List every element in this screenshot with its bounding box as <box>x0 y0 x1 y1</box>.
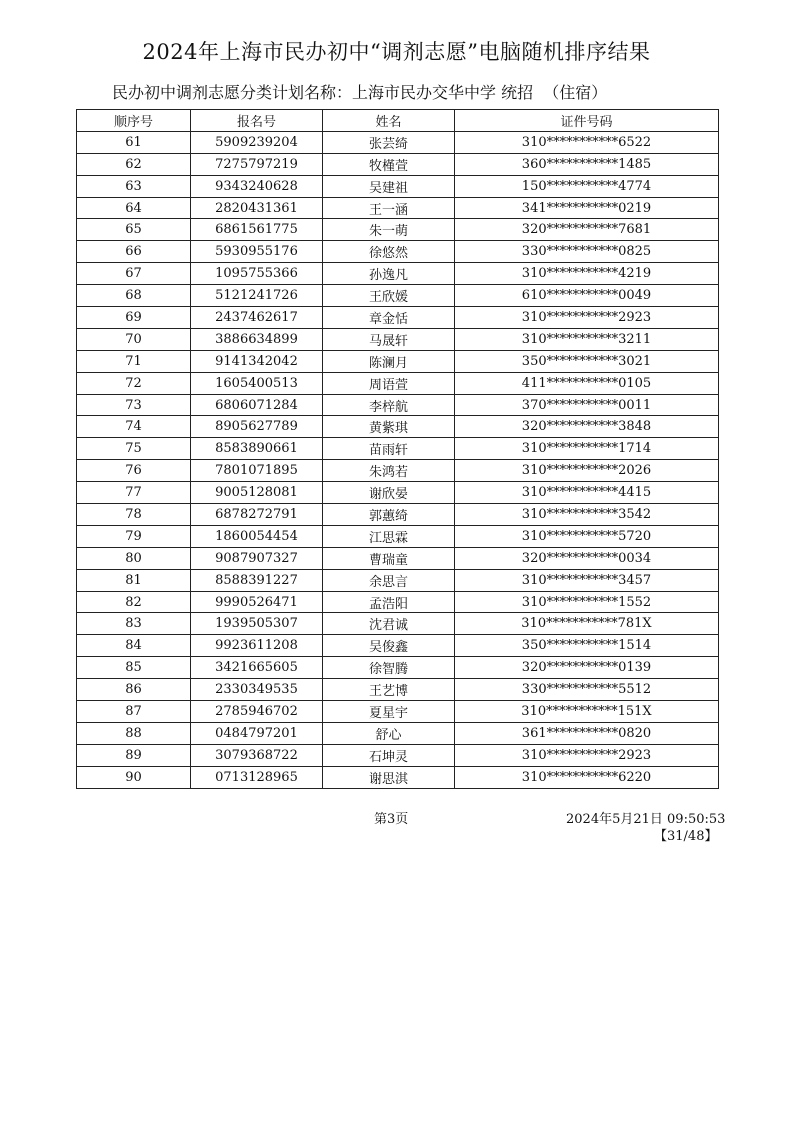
cell-registration: 1095755366 <box>191 263 323 285</box>
cell-name: 王艺博 <box>323 679 455 701</box>
cell-order: 79 <box>77 525 191 547</box>
cell-id-number: 320***********7681 <box>455 219 719 241</box>
cell-order: 78 <box>77 504 191 526</box>
cell-name: 周语萱 <box>323 372 455 394</box>
cell-name: 余思言 <box>323 569 455 591</box>
header-id-number: 证件号码 <box>455 110 719 132</box>
cell-registration: 5930955176 <box>191 241 323 263</box>
result-table <box>76 109 719 789</box>
table-row <box>77 547 719 569</box>
cell-name: 苗雨轩 <box>323 438 455 460</box>
cell-order: 64 <box>77 197 191 219</box>
table-row <box>77 635 719 657</box>
table-row <box>77 241 719 263</box>
cell-id-number: 310***********2923 <box>455 307 719 329</box>
cell-name: 石坤灵 <box>323 744 455 766</box>
print-timestamp: 2024年5月21日 09:50:53 <box>566 812 726 827</box>
cell-id-number: 341***********0219 <box>455 197 719 219</box>
cell-id-number: 330***********5512 <box>455 679 719 701</box>
cell-id-number: 310***********4415 <box>455 482 719 504</box>
table-row <box>77 131 719 153</box>
cell-id-number: 320***********3848 <box>455 416 719 438</box>
cell-id-number: 310***********6220 <box>455 766 719 788</box>
table-row <box>77 766 719 788</box>
cell-id-number: 310***********1714 <box>455 438 719 460</box>
cell-id-number: 310***********6522 <box>455 131 719 153</box>
table-header-row <box>77 110 719 132</box>
cell-order: 70 <box>77 328 191 350</box>
cell-order: 74 <box>77 416 191 438</box>
cell-order: 71 <box>77 350 191 372</box>
cell-order: 76 <box>77 460 191 482</box>
cell-order: 65 <box>77 219 191 241</box>
cell-id-number: 610***********0049 <box>455 285 719 307</box>
table-row <box>77 350 719 372</box>
cell-name: 朱鸿若 <box>323 460 455 482</box>
header-registration: 报名号 <box>191 110 323 132</box>
cell-registration: 1939505307 <box>191 613 323 635</box>
cell-registration: 2330349535 <box>191 679 323 701</box>
cell-order: 75 <box>77 438 191 460</box>
table-row <box>77 438 719 460</box>
cell-id-number: 320***********0139 <box>455 657 719 679</box>
cell-name: 吴俊鑫 <box>323 635 455 657</box>
cell-name: 孟浩阳 <box>323 591 455 613</box>
cell-name: 谢思淇 <box>323 766 455 788</box>
table-row <box>77 482 719 504</box>
cell-name: 徐悠然 <box>323 241 455 263</box>
cell-name: 王一涵 <box>323 197 455 219</box>
cell-order: 88 <box>77 722 191 744</box>
table-row <box>77 328 719 350</box>
cell-registration: 8588391227 <box>191 569 323 591</box>
table-row <box>77 307 719 329</box>
cell-id-number: 310***********2923 <box>455 744 719 766</box>
table-row <box>77 744 719 766</box>
cell-order: 82 <box>77 591 191 613</box>
cell-name: 江思霖 <box>323 525 455 547</box>
table-row <box>77 504 719 526</box>
cell-order: 69 <box>77 307 191 329</box>
cell-order: 90 <box>77 766 191 788</box>
cell-registration: 6878272791 <box>191 504 323 526</box>
table-row <box>77 591 719 613</box>
cell-order: 72 <box>77 372 191 394</box>
cell-name: 郭蕙绮 <box>323 504 455 526</box>
cell-id-number: 310***********2026 <box>455 460 719 482</box>
cell-name: 章金恬 <box>323 307 455 329</box>
cell-registration: 2437462617 <box>191 307 323 329</box>
cell-registration: 8905627789 <box>191 416 323 438</box>
cell-order: 62 <box>77 153 191 175</box>
table-row <box>77 394 719 416</box>
cell-id-number: 350***********3021 <box>455 350 719 372</box>
cell-name: 马晟轩 <box>323 328 455 350</box>
table-row <box>77 722 719 744</box>
cell-name: 曹瑞童 <box>323 547 455 569</box>
cell-registration: 3079368722 <box>191 744 323 766</box>
page-count: 【31/48】 <box>654 829 718 844</box>
cell-id-number: 310***********781X <box>455 613 719 635</box>
cell-registration: 9990526471 <box>191 591 323 613</box>
page-title: 2024年上海市民办初中“调剂志愿”电脑随机排序结果 <box>142 40 651 64</box>
table-row <box>77 416 719 438</box>
table-row <box>77 525 719 547</box>
cell-order: 87 <box>77 701 191 723</box>
table-row <box>77 219 719 241</box>
table-row <box>77 613 719 635</box>
cell-order: 73 <box>77 394 191 416</box>
cell-registration: 9141342042 <box>191 350 323 372</box>
cell-id-number: 150***********4774 <box>455 175 719 197</box>
table-row <box>77 460 719 482</box>
cell-order: 67 <box>77 263 191 285</box>
cell-registration: 9005128081 <box>191 482 323 504</box>
table-row <box>77 569 719 591</box>
cell-order: 85 <box>77 657 191 679</box>
page-number: 第3页 <box>374 812 409 827</box>
cell-order: 81 <box>77 569 191 591</box>
cell-name: 李梓航 <box>323 394 455 416</box>
cell-name: 夏星宇 <box>323 701 455 723</box>
cell-id-number: 360***********1485 <box>455 153 719 175</box>
table-row <box>77 175 719 197</box>
cell-registration: 9923611208 <box>191 635 323 657</box>
cell-id-number: 310***********3542 <box>455 504 719 526</box>
cell-order: 77 <box>77 482 191 504</box>
cell-name: 牧槿萱 <box>323 153 455 175</box>
cell-order: 66 <box>77 241 191 263</box>
cell-id-number: 350***********1514 <box>455 635 719 657</box>
cell-registration: 8583890661 <box>191 438 323 460</box>
cell-name: 王欣媛 <box>323 285 455 307</box>
table-row <box>77 372 719 394</box>
cell-name: 舒心 <box>323 722 455 744</box>
cell-name: 张芸绮 <box>323 131 455 153</box>
cell-order: 68 <box>77 285 191 307</box>
table-row <box>77 285 719 307</box>
table-row <box>77 679 719 701</box>
header-order: 顺序号 <box>77 110 191 132</box>
cell-id-number: 310***********4219 <box>455 263 719 285</box>
cell-name: 孙逸凡 <box>323 263 455 285</box>
cell-name: 沈君诚 <box>323 613 455 635</box>
table-row <box>77 263 719 285</box>
cell-registration: 5909239204 <box>191 131 323 153</box>
plan-name: 民办初中调剂志愿分类计划名称：上海市民办交华中学 统招 （住宿） <box>112 83 608 102</box>
cell-name: 吴建祖 <box>323 175 455 197</box>
cell-id-number: 310***********3457 <box>455 569 719 591</box>
cell-order: 89 <box>77 744 191 766</box>
cell-order: 86 <box>77 679 191 701</box>
cell-registration: 0713128965 <box>191 766 323 788</box>
cell-name: 陈澜月 <box>323 350 455 372</box>
cell-id-number: 310***********5720 <box>455 525 719 547</box>
cell-registration: 7275797219 <box>191 153 323 175</box>
cell-registration: 6806071284 <box>191 394 323 416</box>
cell-name: 谢欣晏 <box>323 482 455 504</box>
cell-id-number: 361***********0820 <box>455 722 719 744</box>
table-row <box>77 153 719 175</box>
table-row <box>77 197 719 219</box>
cell-registration: 1860054454 <box>191 525 323 547</box>
cell-order: 80 <box>77 547 191 569</box>
cell-registration: 5121241726 <box>191 285 323 307</box>
cell-registration: 2820431361 <box>191 197 323 219</box>
cell-name: 朱一萌 <box>323 219 455 241</box>
cell-registration: 6861561775 <box>191 219 323 241</box>
cell-registration: 9343240628 <box>191 175 323 197</box>
cell-id-number: 310***********1552 <box>455 591 719 613</box>
cell-registration: 2785946702 <box>191 701 323 723</box>
cell-id-number: 320***********0034 <box>455 547 719 569</box>
cell-registration: 7801071895 <box>191 460 323 482</box>
cell-id-number: 330***********0825 <box>455 241 719 263</box>
cell-registration: 9087907327 <box>191 547 323 569</box>
cell-registration: 3886634899 <box>191 328 323 350</box>
cell-order: 63 <box>77 175 191 197</box>
cell-name: 黄紫琪 <box>323 416 455 438</box>
cell-id-number: 310***********3211 <box>455 328 719 350</box>
cell-order: 84 <box>77 635 191 657</box>
table-row <box>77 701 719 723</box>
cell-registration: 1605400513 <box>191 372 323 394</box>
cell-name: 徐智腾 <box>323 657 455 679</box>
cell-registration: 3421665605 <box>191 657 323 679</box>
cell-order: 61 <box>77 131 191 153</box>
table-row <box>77 657 719 679</box>
header-name: 姓名 <box>323 110 455 132</box>
table-body <box>77 131 719 788</box>
cell-id-number: 411***********0105 <box>455 372 719 394</box>
cell-registration: 0484797201 <box>191 722 323 744</box>
cell-order: 83 <box>77 613 191 635</box>
cell-id-number: 370***********0011 <box>455 394 719 416</box>
cell-id-number: 310***********151X <box>455 701 719 723</box>
